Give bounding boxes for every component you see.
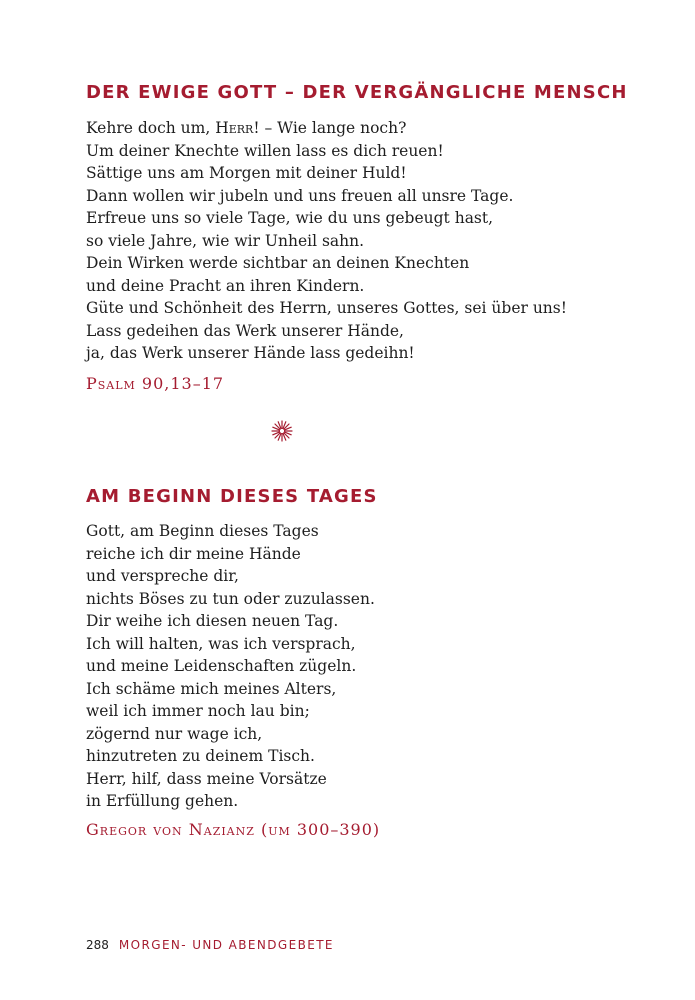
poem-line: in Erfüllung gehen. <box>86 792 239 810</box>
poem-line: Um deiner Knechte willen lass es dich reuen! <box>86 141 444 160</box>
poem-line: nichts Böses zu tun oder zuzulassen. <box>86 589 375 608</box>
poem-line: Erfreue uns so viele Tage, wie du uns gebeugt hast, <box>86 209 494 227</box>
poem-line: Ich will halten, was ich versprach, <box>86 634 356 653</box>
poem-line: weil ich immer noch lau bin; <box>86 702 310 720</box>
poem-line: Herr, hilf, dass meine Vorsätze <box>86 769 327 788</box>
poem-line: so viele Jahre, wie wir Unheil sahn. <box>86 231 365 250</box>
poem-line: und meine Leidenschaften zügeln. <box>86 657 357 675</box>
page-number: 288 <box>86 938 109 952</box>
page-footer <box>86 938 334 952</box>
running-title: MORGEN- UND ABENDGEBETE <box>118 938 334 952</box>
poem-line: und deine Pracht an ihren Kindern. <box>86 276 365 295</box>
poem-line: Dein Wirken werde sichtbar an deinen Knechten <box>86 254 470 272</box>
line-fragment: – Wie lange noch? <box>259 119 407 137</box>
source-citation: Psalm 90,13–17 <box>86 374 225 393</box>
starburst-icon <box>271 420 293 442</box>
poem-line: Dir weihe ich diesen neuen Tag. <box>86 612 339 630</box>
source-citation: Gregor von Nazianz (um 300–390) <box>86 820 381 839</box>
poem-line: Lass gedeihen das Werk unserer Hände, <box>86 321 404 340</box>
poem-line: Sättige uns am Morgen mit deiner Huld! <box>86 164 407 182</box>
line-fragment: Kehre doch um, <box>86 119 216 137</box>
poem-line: Dann wollen wir jubeln und uns freuen all unsre Tage. <box>86 186 514 205</box>
poem-line: ja, das Werk unserer Hände lass gedeihn! <box>86 344 415 362</box>
poem-line <box>86 117 567 140</box>
psalm-text <box>86 117 567 365</box>
poem-line: reiche ich dir meine Hände <box>86 544 301 563</box>
poem-line: Ich schäme mich meines Alters, <box>86 679 337 698</box>
lord-small-caps: Herr! <box>215 119 260 137</box>
poem-line: und verspreche dir, <box>86 567 239 585</box>
poem-line: zögernd nur wage ich, <box>86 724 263 743</box>
poem-line: hinzutreten zu deinem Tisch. <box>86 747 315 765</box>
poem-line: Güte und Schönheit des Herrn, unseres Gottes, sei über uns! <box>86 299 567 317</box>
poem-line: Gott, am Beginn dieses Tages <box>86 522 319 540</box>
section-heading: DER EWIGE GOTT – DER VERGÄNGLICHE MENSCH <box>86 82 628 103</box>
section-heading: AM BEGINN DIESES TAGES <box>86 486 378 507</box>
prayer-text <box>86 520 375 813</box>
